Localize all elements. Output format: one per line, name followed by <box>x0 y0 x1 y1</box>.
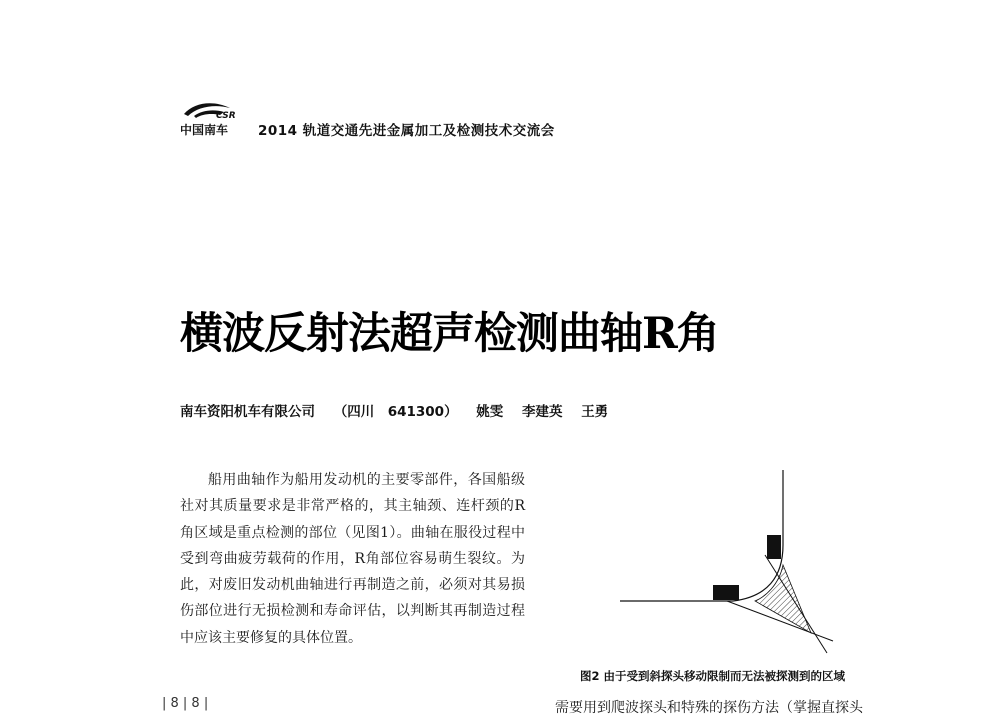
csr-logo <box>180 98 240 138</box>
logo-text: CSR <box>216 111 236 121</box>
undetectable-region <box>755 565 811 633</box>
author-line <box>180 400 622 420</box>
figure-caption: 图2 由于受到斜探头移动限制而无法被探测到的区域 <box>580 669 846 683</box>
author-2: 李建英 <box>521 404 563 420</box>
probe-horizontal <box>713 585 739 600</box>
location: （四川 641300） <box>333 404 458 420</box>
figure-2 <box>615 465 845 665</box>
article-title: 横波反射法超声检测曲轴R角 <box>180 309 719 359</box>
crankshaft-diagram <box>615 465 845 665</box>
probe-vertical <box>767 535 781 559</box>
company-name: 中国南车 <box>180 123 229 137</box>
author-3: 王勇 <box>581 404 609 420</box>
csr-logo-icon <box>180 98 240 122</box>
body-paragraph: 船用曲轴作为船用发动机的主要零部件，各国船级社对其质量要求是非常严格的，其主轴颈、连杆颈的R角区域是重点检测的部位（见图1）。曲轴在服役过程中受到弯曲疲劳载荷的作用，R角部位容易萌生裂纹。为此，对废旧发动机曲轴进行再制造之前，必须对其易损伤部位进行无损检测和寿命评估，以判断其再制造过程中应该主要修复的具体位置。 <box>180 472 525 646</box>
affiliation: 南车资阳机车有限公司 <box>180 404 315 420</box>
column-continuation: 需要用到爬波探头和特殊的探伤方法（掌握直探头 <box>555 700 863 716</box>
footer-marks: | 8 | 8 | <box>162 696 209 711</box>
page-header <box>180 98 640 138</box>
conference-title: 2014 轨道交通先进金属加工及检测技术交流会 <box>258 123 555 139</box>
author-1: 姚雯 <box>476 404 504 420</box>
